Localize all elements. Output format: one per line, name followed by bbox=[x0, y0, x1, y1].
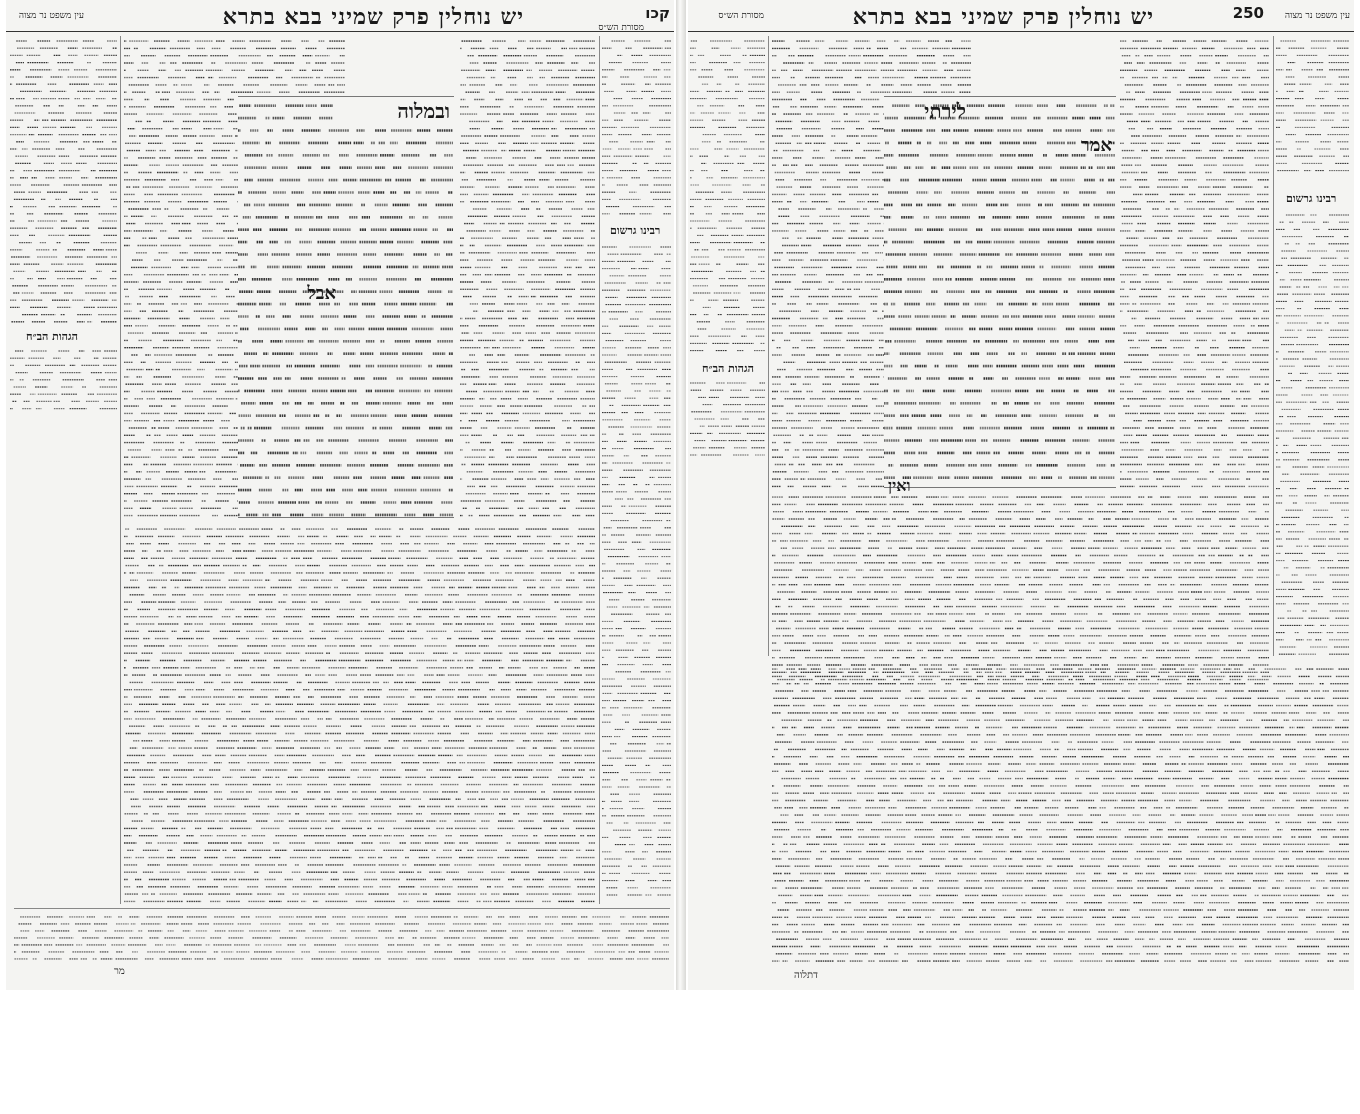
right-page bbox=[688, 0, 1354, 990]
left-margin-title: עין משפט נר מצוה bbox=[18, 11, 84, 21]
right-ein-mishpat-column bbox=[1276, 36, 1350, 176]
left-folio-number: קכו bbox=[645, 4, 670, 22]
right-source-label: מסורת הש״ס bbox=[718, 11, 764, 21]
right-rabbeinu-gershom-column bbox=[1276, 210, 1350, 660]
left-page-title: יש נוחלין פרק שמיני בבא בתרא bbox=[222, 4, 524, 30]
left-gemara-start-word: ובמלוה bbox=[397, 99, 450, 123]
right-masoret-column bbox=[690, 36, 766, 356]
left-gemara-mid-word: אבל bbox=[307, 283, 336, 304]
right-page-title: יש נוחלין פרק שמיני בבא בתרא bbox=[852, 4, 1154, 30]
right-gemara-text bbox=[884, 96, 1116, 488]
right-bottom-commentary-b bbox=[772, 664, 1350, 964]
left-glosses-column bbox=[10, 346, 118, 416]
right-glosses-column bbox=[690, 378, 766, 458]
left-rashbam-column bbox=[460, 36, 596, 520]
right-gemara-start-word: לירתי bbox=[924, 99, 966, 123]
left-commentary-label: רבינו גרשום bbox=[610, 224, 661, 237]
right-gemara-catchword: ואין bbox=[888, 476, 911, 495]
left-footnotes bbox=[14, 912, 670, 964]
left-page-header bbox=[6, 0, 674, 34]
left-ein-mishpat-column bbox=[10, 36, 118, 326]
right-bottom-commentary-a bbox=[772, 492, 1270, 682]
right-rashbam-column bbox=[1120, 36, 1270, 488]
right-margin-title: עין משפט נר מצוה bbox=[1284, 11, 1350, 21]
left-gemara-text bbox=[238, 96, 454, 518]
right-footer-word: דתלוה bbox=[794, 970, 818, 981]
right-commentary-label: רבינו גרשום bbox=[1286, 192, 1337, 205]
left-rabbeinu-gershom-column bbox=[602, 242, 672, 902]
left-catchword: מר bbox=[114, 966, 125, 977]
right-gemara-mid-word: אמר bbox=[1080, 135, 1112, 156]
book-gutter bbox=[676, 0, 686, 990]
right-extra-notes bbox=[1276, 664, 1350, 724]
left-masoret-column bbox=[602, 36, 672, 216]
right-page-number: 250 bbox=[1232, 4, 1264, 22]
left-bottom-commentary bbox=[124, 524, 596, 904]
right-glosses-label: הגהות הב״ח bbox=[702, 362, 754, 375]
right-page-header bbox=[688, 0, 1354, 34]
left-glosses-label: הגהות הב״ח bbox=[26, 330, 78, 343]
left-page bbox=[6, 0, 674, 990]
left-source-label: מסורת הש״ס bbox=[598, 23, 644, 33]
